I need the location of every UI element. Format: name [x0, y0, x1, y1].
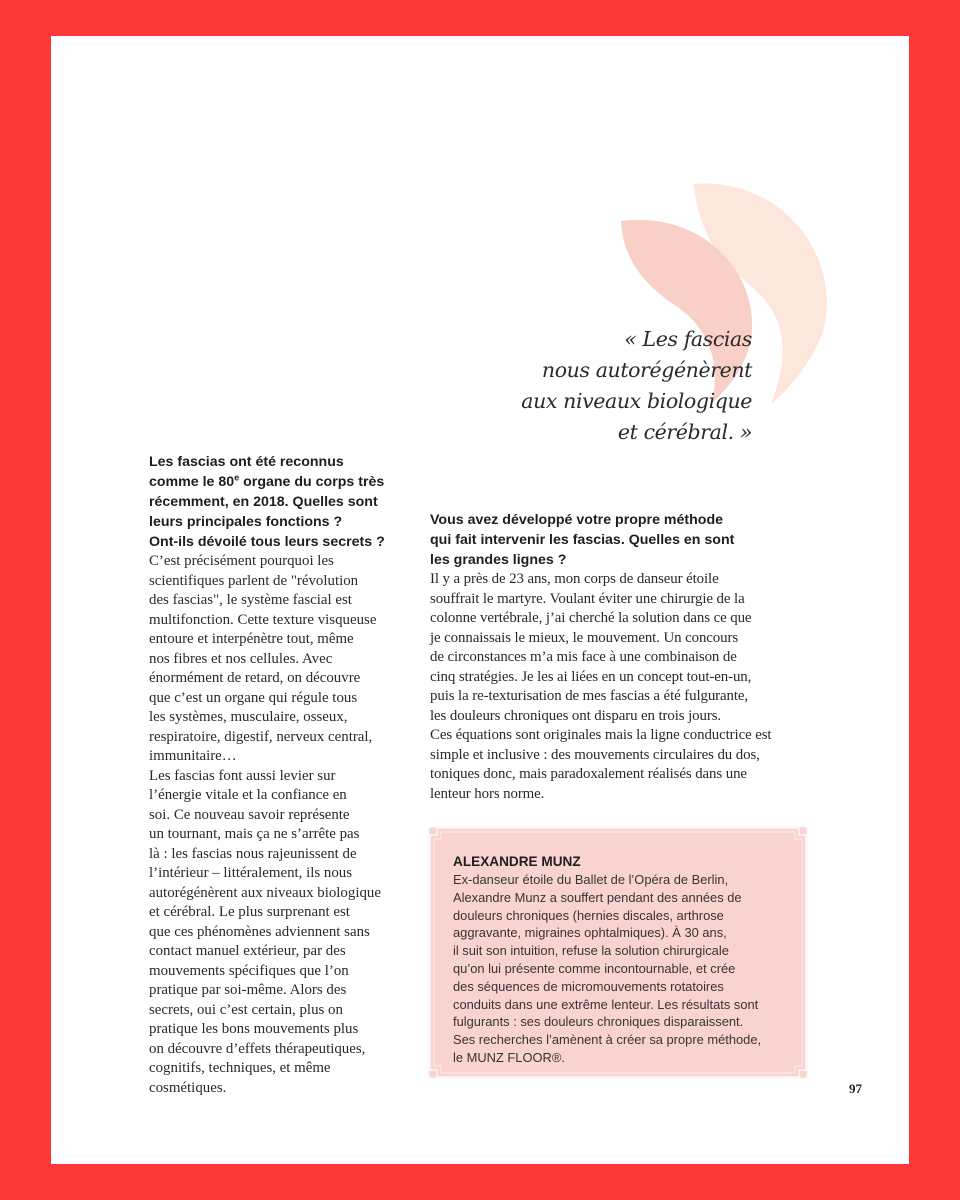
question-line: les grandes lignes ? [430, 552, 567, 568]
answer-line: cognitifs, techniques, et même [149, 1060, 331, 1076]
answer-line: Les fascias font aussi levier sur [149, 767, 336, 784]
answer-line: énormément de retard, on découvre [149, 670, 361, 686]
question-line: leurs principales fonctions ? [149, 514, 343, 530]
pull-quote-line: et cérébral. » [617, 420, 752, 444]
bio-line: aggravante, migraines ophtalmiques). À 30 ans, [453, 925, 727, 941]
bio-line: il suit son intuition, refuse la solution chirurgicale [453, 943, 729, 959]
bio-line: conduits dans une extrême lenteur. Les résultats sont [453, 996, 759, 1012]
answer-line: C’est précisément pourquoi les [149, 553, 334, 569]
answer-line: simple et inclusive : des mouvements circulaires du dos, [430, 746, 760, 763]
answer-line: autorégénèrent aux niveaux biologique [149, 884, 381, 901]
bio-line: Ses recherches l’amènent à créer sa propre méthode, [453, 1032, 762, 1048]
answer-line: toniques donc, mais paradoxalement réalisés dans une [430, 766, 747, 782]
answer-line: cinq stratégies. Je les ai liées en un concept tout-en-un, [430, 668, 752, 685]
answer-line: secrets, oui c’est certain, plus on [149, 1001, 343, 1018]
pull-quote-line: aux niveaux biologique [521, 389, 752, 413]
pull-quote-line: nous autorégénèrent [541, 358, 752, 382]
superscript: e [234, 472, 240, 483]
answer-line: contact manuel extérieur, par des [149, 943, 346, 959]
bio-line: le MUNZ FLOOR®. [453, 1049, 565, 1065]
answer-line: cosmétiques. [149, 1079, 227, 1096]
bio-line: qu’on lui présente comme incontournable, et crée [453, 960, 736, 976]
pull-quote [521, 324, 752, 448]
answer-line: pratique les bons mouvements plus [149, 1021, 359, 1037]
magazine-page [51, 36, 909, 1164]
answer-line: Ces équations sont originales mais la ligne conductrice est [430, 727, 772, 743]
answer-line: soi. Ce nouveau savoir représente [149, 806, 350, 823]
answer-line: colonne vertébrale, j’ai cherché la solution dans ce que [430, 610, 752, 626]
answer-line: puis la re-texturisation de mes fascias a été fulgurante, [430, 688, 749, 704]
answer-line: on découvre d’effets thérapeutiques, [149, 1040, 366, 1057]
answer-line: que ces phénomènes adviennent sans [149, 923, 370, 940]
interview-question-2 [430, 510, 820, 570]
answer-line: mouvements spécifiques que l’on [149, 962, 349, 979]
interview-section-2 [430, 510, 820, 804]
bio-line: fulgurants : ses douleurs chroniques disparaissent. [453, 1014, 744, 1030]
interview-section-1 [149, 452, 419, 1098]
answer-line: multifonction. Cette texture visqueuse [149, 611, 377, 628]
question-line [149, 472, 419, 492]
answer-line: et cérébral. Le plus surprenant est [149, 904, 350, 920]
bio-line: Alexandre Munz a souffert pendant des années de [453, 889, 742, 905]
question-text: comme le 80 [149, 474, 235, 490]
answer-line: les systèmes, musculaire, osseux, [149, 709, 348, 725]
bio-line: des séquences de micromouvements rotatoires [453, 978, 724, 994]
answer-line: pratique par soi-même. Alors des [149, 982, 347, 998]
answer-line: souffrait le martyre. Voulant éviter une chirurgie de la [430, 590, 745, 607]
question-line: qui fait intervenir les fascias. Quelles en sont [430, 532, 735, 548]
answer-line: là : les fascias nous rajeunissent de [149, 845, 357, 862]
bio-content [453, 852, 761, 1067]
bio-box [430, 828, 806, 1077]
answer-line: entoure et interpénètre tout, même [149, 631, 354, 647]
bio-line: Ex-danseur étoile du Ballet de l’Opéra de Berlin, [453, 872, 729, 887]
answer-line: scientifiques parlent de "révolution [149, 572, 359, 589]
answer-line: je connaissais le mieux, le mouvement. Un concours [430, 629, 739, 646]
answer-line: nos fibres et nos cellules. Avec [149, 650, 333, 667]
bio-line: douleurs chroniques (hernies discales, arthrose [453, 907, 724, 923]
answer-line: l’énergie vitale et la confiance en [149, 787, 347, 803]
interview-question-1 [149, 452, 419, 552]
answer-line: lenteur hors norme. [430, 785, 545, 802]
answer-line: Il y a près de 23 ans, mon corps de danseur étoile [430, 571, 719, 587]
bio-title: ALEXANDRE MUNZ [453, 854, 581, 869]
question-text: organe du corps très [239, 474, 385, 490]
answer-line: immunitaire… [149, 748, 237, 764]
bio-text [453, 871, 761, 1067]
answer-line: les douleurs chroniques ont disparu en trois jours. [430, 707, 722, 724]
pull-quote-line: « Les fascias [624, 327, 752, 351]
question-line: récemment, en 2018. Quelles sont [149, 494, 378, 510]
answer-line: que c’est un organe qui régule tous [149, 689, 358, 706]
answer-line: l’intérieur – littéralement, ils nous [149, 865, 353, 881]
answer-line: des fascias", le système fascial est [149, 592, 352, 608]
question-line: Les fascias ont été reconnus [149, 454, 344, 470]
interview-answer-1 [149, 552, 419, 1098]
interview-answer-2 [430, 570, 820, 804]
answer-line: de circonstances m’a mis face à une combinaison de [430, 649, 737, 665]
answer-line: respiratoire, digestif, nerveux central, [149, 728, 373, 745]
question-line: Vous avez développé votre propre méthode [430, 512, 724, 528]
answer-line: un tournant, mais ça ne s’arrête pas [149, 826, 360, 842]
question-line: Ont-ils dévoilé tous leurs secrets ? [149, 534, 385, 550]
page-number: 97 [849, 1081, 862, 1096]
